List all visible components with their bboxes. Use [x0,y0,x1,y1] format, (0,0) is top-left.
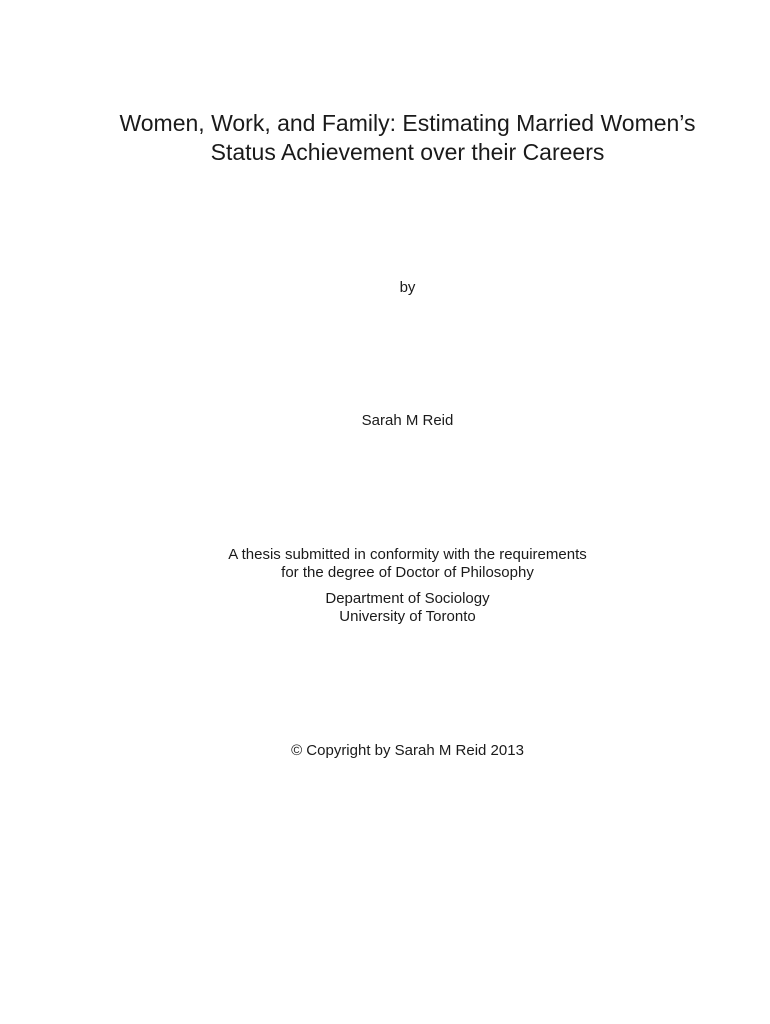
thesis-title-line-2: Status Achievement over their Careers [210,139,605,165]
thesis-statement-line-2: for the degree of Doctor of Philosophy [281,564,534,581]
affiliation [0,590,770,626]
department-name: Department of Sociology [325,590,490,607]
thesis-statement-line-1: A thesis submitted in conformity with the requirements [228,546,587,563]
thesis-title-line-1: Women, Work, and Family: Estimating Married Women’s [119,110,696,136]
by-label: by [399,279,416,296]
author-name: Sarah M Reid [361,412,454,429]
thesis-statement [0,546,770,582]
university-name: University of Toronto [339,608,476,625]
thesis-title [0,109,770,167]
copyright-notice: © Copyright by Sarah M Reid 2013 [291,742,524,759]
